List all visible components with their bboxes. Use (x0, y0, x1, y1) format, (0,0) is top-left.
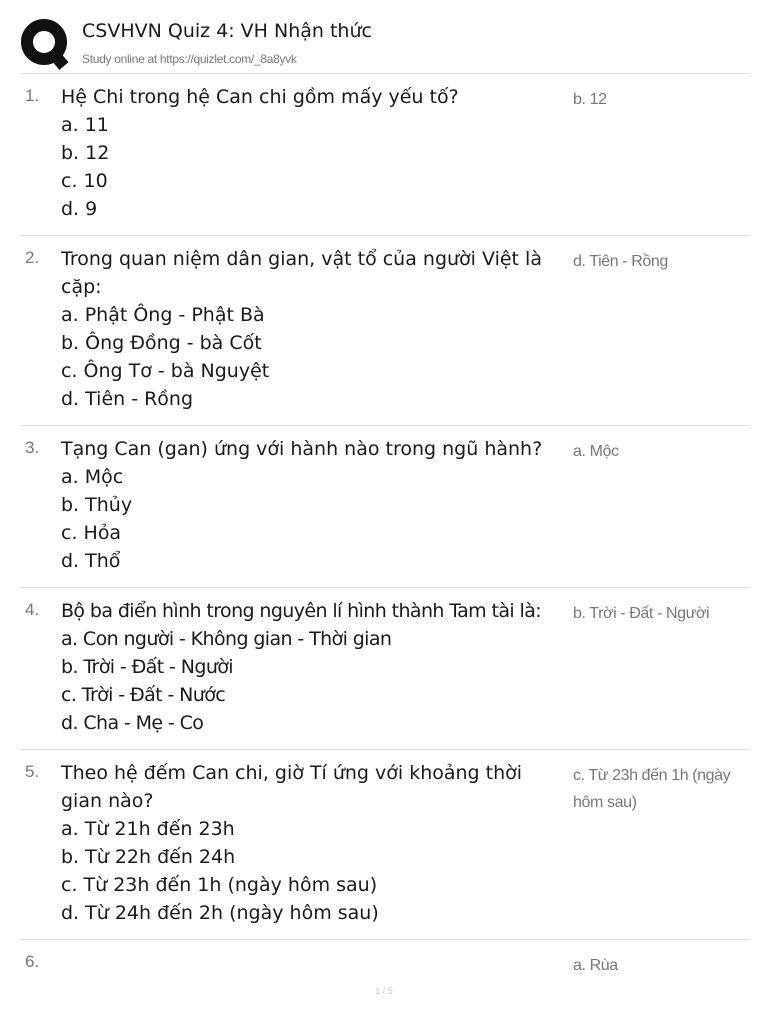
option-a: a. Mộc (61, 466, 124, 488)
option-c: c. Ông Tơ - bà Nguyệt (61, 360, 270, 382)
quizlet-logo-icon (20, 18, 72, 70)
answer-text: b. Trời - Đất - Người (573, 605, 710, 622)
option-b: b. Thủy (61, 494, 133, 516)
option-a: a. Con người - Không gian - Thời gian (61, 628, 392, 650)
question-item (20, 426, 750, 588)
option-b: b. Từ 22h đến 24h (61, 846, 236, 868)
option-d: d. Từ 24h đến 2h (ngày hôm sau) (61, 902, 379, 924)
answer-text: a. Mộc (573, 443, 619, 460)
question-body (61, 435, 571, 575)
question-text: Tạng Can (gan) ứng với hành nào trong ngũ hành? (61, 438, 543, 460)
question-item (20, 750, 750, 940)
question-item (20, 940, 750, 984)
question-number: 6. (25, 952, 40, 971)
question-number: 5. (25, 762, 40, 781)
answer-text: a. Rùa (573, 957, 618, 974)
option-d: d. Tiên - Rồng (61, 388, 194, 410)
option-d: d. 9 (61, 198, 98, 220)
option-c: c. 10 (61, 170, 108, 192)
question-body (61, 597, 571, 737)
question-number: 3. (25, 438, 40, 457)
option-b: b. Trời - Đất - Người (61, 656, 233, 678)
page-title: CSVHVN Quiz 4: VH Nhận thức (82, 20, 372, 42)
question-text: Hệ Chi trong hệ Can chi gồm mấy yếu tố? (61, 86, 459, 108)
question-item (20, 236, 750, 426)
page-subtitle: Study online at https://quizlet.com/_8a8yvk (82, 52, 297, 66)
question-body (61, 759, 566, 927)
option-d: d. Thổ (61, 550, 121, 572)
answer-text: d. Tiên - Rồng (573, 253, 668, 270)
page-header (20, 14, 750, 72)
question-number: 2. (25, 248, 40, 267)
option-d: d. Cha - Mẹ - Co (61, 712, 204, 734)
option-a: a. 11 (61, 114, 109, 136)
option-a: a. Phật Ông - Phật Bà (61, 304, 265, 326)
answer-text: c. Từ 23h đến 1h (ngày hôm sau) (573, 767, 731, 811)
option-b: b. Ông Đồng - bà Cốt (61, 332, 262, 354)
question-item (20, 588, 750, 750)
question-number: 4. (25, 600, 40, 619)
question-number: 1. (25, 86, 40, 105)
option-c: c. Từ 23h đến 1h (ngày hôm sau) (61, 874, 378, 896)
question-text: Bộ ba điển hình trong nguyên lí hình thành Tam tài là: (61, 600, 542, 622)
question-text: Trong quan niệm dân gian, vật tổ của người Việt là cặp: (61, 248, 542, 298)
question-body (61, 245, 551, 413)
option-c: c. Trời - Đất - Nước (61, 684, 226, 706)
option-a: a. Từ 21h đến 23h (61, 818, 235, 840)
question-body (61, 83, 571, 223)
option-b: b. 12 (61, 142, 110, 164)
question-item (20, 74, 750, 236)
answer-text: b. 12 (573, 91, 607, 108)
option-c: c. Hỏa (61, 522, 122, 544)
page-number: 1 / 5 (375, 986, 393, 996)
question-text: Theo hệ đếm Can chi, giờ Tí ứng với khoảng thời gian nào? (61, 762, 523, 812)
